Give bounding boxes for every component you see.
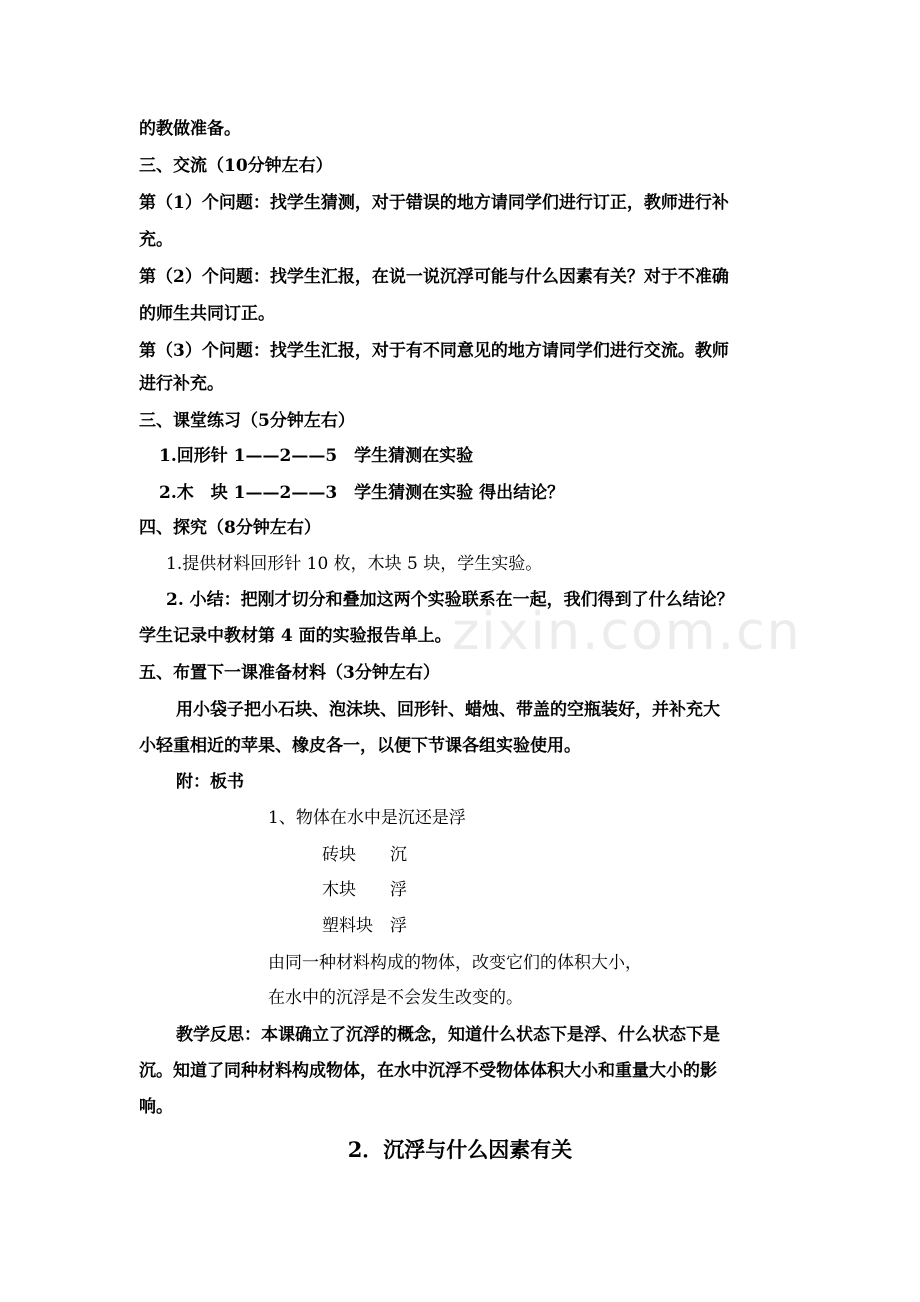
text-line: 教学反思：本课确立了沉浮的概念，知道什么状态下是浮、什么状态下是 [176, 1025, 720, 1045]
text-line: 第（2）个问题：找学生汇报，在说一说沉浮可能与什么因素有关？对于不准确 [139, 267, 729, 287]
board-line: 塑料块 浮 [322, 916, 407, 936]
text-line: 2.木 块 1——2——3 学生猜测在实验 得出结论？ [159, 483, 565, 503]
section-heading: 四、探究（8分钟左右） [139, 518, 321, 538]
text-line: 1.提供材料回形针 10 枚，木块 5 块，学生实验。 [166, 554, 543, 574]
text-line: 进行补充。 [139, 374, 224, 394]
board-line: 木块 浮 [322, 880, 407, 900]
watermark: zixin.com.cn [452, 602, 802, 662]
text-line: 的教做准备。 [139, 119, 241, 139]
section-heading: 五、布置下一课准备材料（3分钟左右） [139, 663, 440, 683]
text-line: 沉。知道了同种材料构成物体，在水中沉浮不受物体体积大小和重量大小的影 [139, 1061, 717, 1081]
text-line: 学生记录中教材第 4 面的实验报告单上。 [139, 626, 452, 646]
section-heading: 三、交流（10分钟左右） [139, 156, 333, 176]
board-line: 由同一种材料构成的物体，改变它们的体积大小， [268, 953, 642, 973]
text-line: 用小袋子把小石块、泡沫块、回形针、蜡烛、带盖的空瓶装好，并补充大 [176, 700, 720, 720]
section-heading: 三、课堂练习（5分钟左右） [139, 411, 355, 431]
board-line: 1、物体在水中是沉还是浮 [268, 808, 466, 828]
text-line: 第（1）个问题：找学生猜测，对于错误的地方请同学们进行订正，教师进行补 [139, 193, 729, 213]
text-line: 充。 [139, 230, 173, 250]
section-title: 2．沉浮与什么因素有关 [347, 1137, 573, 1162]
text-line: 1.回形针 1——2——5 学生猜测在实验 [159, 446, 474, 466]
text-line: 小轻重相近的苹果、橡皮各一，以便下节课各组实验使用。 [139, 736, 581, 756]
text-line: 第（3）个问题：找学生汇报，对于有不同意见的地方请同学们进行交流。教师 [139, 341, 729, 361]
board-line: 在水中的沉浮是不会发生改变的。 [268, 988, 523, 1008]
text-line: 2. 小结：把刚才切分和叠加这两个实验联系在一起，我们得到了什么结论？ [166, 590, 734, 610]
board-line: 砖块 沉 [322, 845, 407, 865]
text-line: 附：板书 [176, 772, 244, 792]
text-line: 响。 [139, 1097, 173, 1117]
text-line: 的师生共同订正。 [139, 304, 275, 324]
